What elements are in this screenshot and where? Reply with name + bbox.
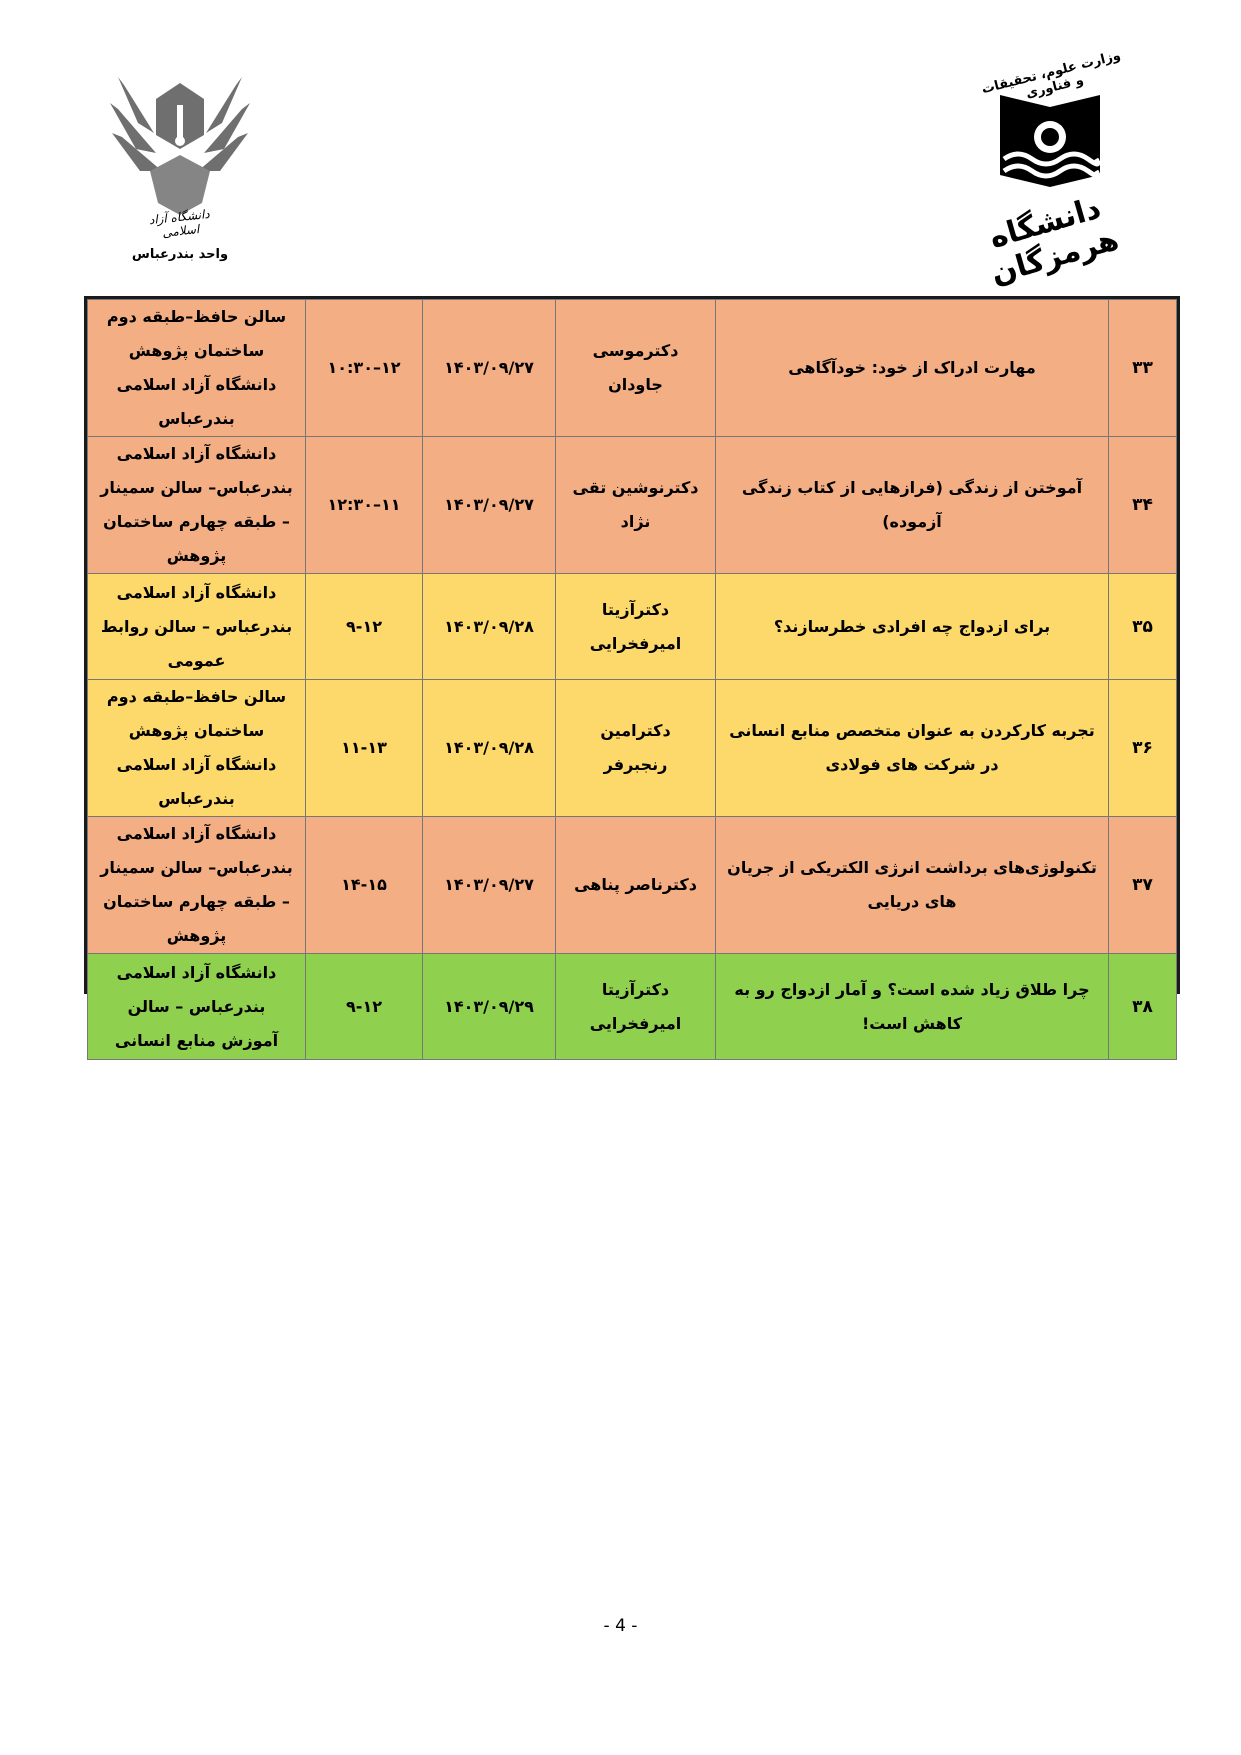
table-row xyxy=(88,574,1177,680)
table-row xyxy=(88,817,1177,954)
session-location: دانشگاه آزاد اسلامی بندرعباس– سالن سمینار – طبقه چهارم ساختمان پژوهش xyxy=(88,437,306,574)
session-location: دانشگاه آزاد اسلامی بندرعباس – سالن روابط عمومی xyxy=(88,574,306,680)
session-date: ۱۴۰۳/۰۹/۲۸ xyxy=(423,574,556,680)
session-time: ۱۲–۱۰:۳۰ xyxy=(306,300,423,437)
table-row xyxy=(88,680,1177,817)
row-number: ۳۳ xyxy=(1109,300,1177,437)
azad-university-logo xyxy=(110,75,250,270)
session-location: سالن حافظ–طبقه دوم ساختمان پژوهش دانشگاه آزاد اسلامی بندرعباس xyxy=(88,300,306,437)
presenter-name: دکترموسی جاودان xyxy=(556,300,716,437)
session-location: دانشگاه آزاد اسلامی بندرعباس – سالن آموزش منابع انسانی xyxy=(88,954,306,1060)
session-time: ۱۱-۱۳ xyxy=(306,680,423,817)
session-time: ۱۱–۱۲:۳۰ xyxy=(306,437,423,574)
session-date: ۱۴۰۳/۰۹/۲۹ xyxy=(423,954,556,1060)
session-location: دانشگاه آزاد اسلامی بندرعباس– سالن سمینار – طبقه چهارم ساختمان پژوهش xyxy=(88,817,306,954)
session-time: ۹-۱۲ xyxy=(306,574,423,680)
workshop-title: تکنولوژی‌های برداشت انرژی الکتریکی از جریان های دریایی xyxy=(716,817,1109,954)
azad-branch-caption: واحد بندرعباس xyxy=(131,247,229,262)
presenter-name: دکترناصر پناهی xyxy=(556,817,716,954)
workshop-title: مهارت ادراک از خود: خودآگاهی xyxy=(716,300,1109,437)
table-row xyxy=(88,437,1177,574)
presenter-name: دکترنوشین تقی نژاد xyxy=(556,437,716,574)
row-number: ۳۷ xyxy=(1109,817,1177,954)
page-number: - 4 - xyxy=(603,1616,638,1636)
session-date: ۱۴۰۳/۰۹/۲۷ xyxy=(423,817,556,954)
session-location: سالن حافظ–طبقه دوم ساختمان پژوهش دانشگاه آزاد اسلامی بندرعباس xyxy=(88,680,306,817)
row-number: ۳۵ xyxy=(1109,574,1177,680)
workshop-title: برای ازدواج چه افرادی خطرسازند؟ xyxy=(716,574,1109,680)
row-number: ۳۶ xyxy=(1109,680,1177,817)
session-date: ۱۴۰۳/۰۹/۲۷ xyxy=(423,437,556,574)
presenter-name: دکترآزیتا امیرفخرایی xyxy=(556,574,716,680)
workshop-schedule-table xyxy=(84,296,1180,1050)
session-date: ۱۴۰۳/۰۹/۲۸ xyxy=(423,680,556,817)
session-time: ۹-۱۲ xyxy=(306,954,423,1060)
workshop-title: چرا طلاق زیاد شده است؟ و آمار ازدواج رو به کاهش است! xyxy=(716,954,1109,1060)
presenter-name: دکترآزیتا امیرفخرایی xyxy=(556,954,716,1060)
workshop-title: آموختن از زندگی (فرازهایی از کتاب زندگی آزموده) xyxy=(716,437,1109,574)
hormozgan-university-logo xyxy=(960,48,1140,292)
workshop-title: تجربه کارکردن به عنوان متخصص منابع انسانی در شرکت های فولادی xyxy=(716,680,1109,817)
session-time: ۱۴-۱۵ xyxy=(306,817,423,954)
hormozgan-name-text: دانشگاه هرمزگان xyxy=(985,190,1123,292)
presenter-name: دکترامین رنجبرفر xyxy=(556,680,716,817)
table-row xyxy=(88,954,1177,1060)
table-row xyxy=(88,300,1177,437)
azad-script-text: دانشگاه آزاد اسلامی xyxy=(148,206,211,240)
ministry-arc-text: وزارت علوم، تحقیقات و فناوری xyxy=(980,48,1123,102)
session-date: ۱۴۰۳/۰۹/۲۷ xyxy=(423,300,556,437)
row-number: ۳۴ xyxy=(1109,437,1177,574)
row-number: ۳۸ xyxy=(1109,954,1177,1060)
